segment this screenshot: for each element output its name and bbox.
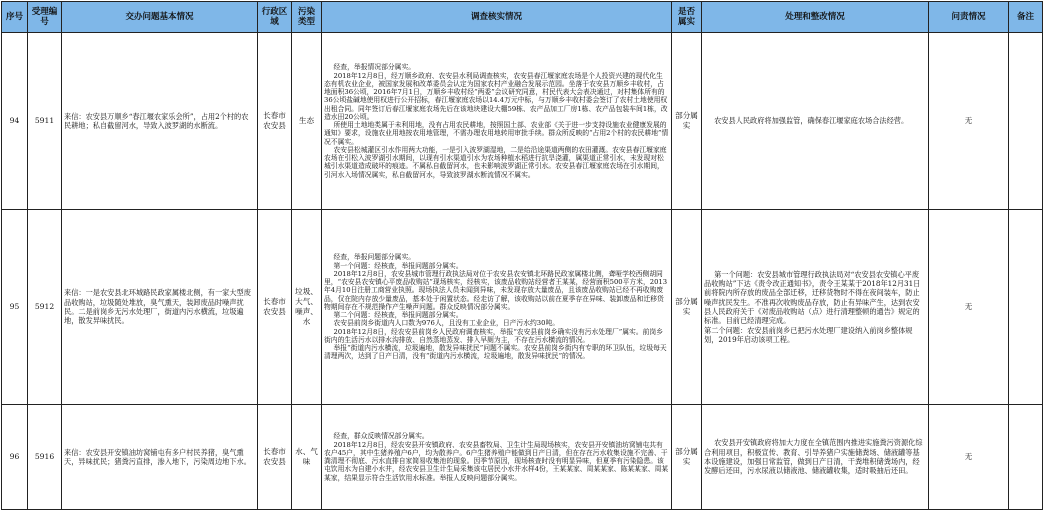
cell-batch: 5916 xyxy=(28,405,62,510)
header-verified: 是否属实 xyxy=(672,2,702,33)
table-row xyxy=(2,405,1043,510)
cell-accountability: 无 xyxy=(929,210,1009,405)
header-issue: 交办问题基本情况 xyxy=(62,2,258,33)
cell-region: 长春市农安县 xyxy=(258,210,292,405)
cell-accountability: 无 xyxy=(929,405,1009,510)
header-handling: 处理和整改情况 xyxy=(702,2,929,33)
handling-text: 农安县人民政府将加强监管，确保春江堰家庭农场合法经营。 xyxy=(714,116,909,126)
cell-accountability: 无 xyxy=(929,33,1009,210)
survey-paragraph: 第一个问题：经核查，举报问题部分属实。 xyxy=(333,261,463,270)
survey-paragraph: 所使用土地地类属于未利用地，没有占用农民耕地，按照国土部、农业部《关于进一步支持设施农业健康发展的通知》要求，设施农业用地按农用地管理，不需办理农用地转用审批手续。群众所反映的“占用2个村的农民耕地”情况不属实。 xyxy=(324,121,669,146)
cell-issue: 来信：农安县开安镇油坊窝铺屯有多户村民养猪，臭气熏天，异味扰民；猪粪污直排，渗入地下，污染周边地下水。 xyxy=(62,405,258,510)
survey-paragraph: 2018年12月8日，经农安县前岗乡人民政府调查核实，举报“农安县前岗乡确实没有污水处理厂”属实。前岗乡街内的生活污水以排水沟排放、自然蒸地蒸发、排入早厕为主，不存在污水横流的情况。 xyxy=(324,327,664,344)
cell-handling xyxy=(702,405,929,510)
survey-paragraph: 农安县松城灌区引水作用两大功能，一是引入波罗湖湿地，二是给沿途渠道两侧的农田灌溉。农安县春江堰家庭农场在引松入波罗湖引水期间，以现有引水渠道引水为农场种植水稻进行抗旱浇灌，属渠道正常引水，未发现对松城引水渠道造成破坏的痕迹。不属私自截留河水，也未影响波罗湖正常引水。农安县春江堰家庭农场在引水期间，引河水入场情况属实，私自截留河水，导致波罗湖水断流情况不属实。 xyxy=(324,145,667,179)
header-region: 行政区域 xyxy=(258,2,292,33)
survey-paragraph: 第二个问题：经核查，举报问题部分属实。 xyxy=(333,311,463,320)
cell-handling xyxy=(702,210,929,405)
cell-pollution: 水、气味 xyxy=(292,405,322,510)
cell-seq: 95 xyxy=(2,210,28,405)
cell-remarks xyxy=(1009,405,1043,510)
cell-issue: 来信：一是农安县北环城路民政家属楼北侧，有一家大型废品收购站，垃圾随处堆放，臭气熏天，装卸废品时噪声扰民。二是前岗乡无污水处理厂，街道内污水横流，垃圾遍地，散发异味扰民。 xyxy=(62,210,258,405)
survey-paragraph: 举报“街道内污水横流，垃圾遍地，散发异味扰民”问题不属实。农安县前岗乡街内有专职的环卫队伍，垃圾每天清理两次，达到了日产日清，没有“街道内污水横流，垃圾遍地，散发异味扰民”的情况。 xyxy=(324,344,667,361)
cell-region: 长春市农安县 xyxy=(258,33,292,210)
complaint-table xyxy=(1,1,1043,510)
survey-paragraph: 经查，举报问题部分属实。 xyxy=(333,253,416,262)
handling-text: 第一个问题：农安县城市管理行政执法局对“农安县农安镇心平废品收购站”下达《责令改正通知书》，责令王某某于2018年12月31日前将院内所存放的废品全部迁移，迁移货物时不得在夜间装车，防止噪声扰民发生。不准再次收购废品存放，防止有异味产生，达到农安县人民政府关于《对废品收购站（点）进行清理整顿的通告》规定的标准。目前已经清理完成。 第二个问题：农安县前岗乡已把污水处理厂建设纳入前岗乡整体规划，2019年启动该项工程。 xyxy=(704,269,921,344)
handling-text: 农安县开安镇政府将加大力度在全镇范围内推进实施粪污资源化综合利用项目，积极宣传、教育、引导养猪户实施储粪场、储液罐等基本设施建设，加强日常监管，做到日产日清，干粪堆积储粪场内，经发酵后还田，污水尿液以储液池、储液罐收集，适时吸抽后还田。 xyxy=(704,438,923,476)
header-row xyxy=(2,2,1043,33)
cell-verified: 部分属实 xyxy=(672,210,702,405)
cell-verified: 部分属实 xyxy=(672,33,702,210)
cell-verified: 部分属实 xyxy=(672,405,702,510)
survey-paragraph: 2018年12月8日，经农安县开安镇政府、农安县畜牧局、卫生计生局现场核实，农安县开安镇油坊窝铺屯共有农户45户，其中生猪养殖户6户，均为散养户。6户生猪养殖户能做到日产日清，但在存在污水收集设施不完善、干粪清理不彻底、污水直排自家简易收集池的现象。因季节原因，现场核查时没有明显异味，但夏季有污染隐患。该屯饮用水为自建小水井，经农安县卫生计生局采集该屯居民小水井水样4份，王某某家、周某某家、陈某某家、周某某家，结果显示符合生活饮用水标准。举报人反映问题部分属实。 xyxy=(324,440,669,482)
survey-paragraph: 经查，举报情况部分属实。 xyxy=(333,63,416,72)
header-survey: 调查核实情况 xyxy=(322,2,672,33)
survey-paragraph: 经查，群众反映情况部分属实。 xyxy=(333,432,429,441)
cell-seq: 96 xyxy=(2,405,28,510)
cell-survey xyxy=(322,210,672,405)
header-pollution: 污染类型 xyxy=(292,2,322,33)
header-seq: 序号 xyxy=(2,2,28,33)
survey-paragraph: 2018年12月8日，农安县城市管理行政执法局对位于农安县农安镇北环路民政家属楼北侧，聋哑学校西侧胡同里，“农安县农安镇心平废品收购站”现场核实，经核实，该废品收购站经营者王某某，经营面积500平方米，2013年4月10日注册工商营业执照。现场执法人员未闻到异味，未发现存放大量废品，且该废品收购站已经不再收购废品，仅在院内存放少量废品，基本处于闲置状态。经走访了解，该收购站以前在夏季存在异味、装卸废品和迁移货物期间存在不规范操作产生噪声问题。群众反映情况部分属实。 xyxy=(324,269,668,311)
cell-remarks xyxy=(1009,33,1043,210)
cell-issue: 来信：农安县万顺乡“春江堰农家乐会所”，占用2个村的农民耕地；私自截留河水，导致入波罗湖的水断流。 xyxy=(62,33,258,210)
cell-handling xyxy=(702,33,929,210)
header-accountability: 问责情况 xyxy=(929,2,1009,33)
table-row xyxy=(2,33,1043,210)
cell-remarks xyxy=(1009,210,1043,405)
cell-batch: 5911 xyxy=(28,33,62,210)
cell-batch: 5912 xyxy=(28,210,62,405)
cell-region: 长春市农安县 xyxy=(258,405,292,510)
survey-paragraph: 农安县前岗乡街道内人口数为976人，且没有工业企业，日产污水约30吨。 xyxy=(333,319,560,328)
cell-survey xyxy=(322,33,672,210)
table-row xyxy=(2,210,1043,405)
cell-pollution: 生态 xyxy=(292,33,322,210)
cell-seq: 94 xyxy=(2,33,28,210)
header-remarks: 备注 xyxy=(1009,2,1043,33)
cell-survey xyxy=(322,405,672,510)
header-batch: 受理编号 xyxy=(28,2,62,33)
cell-pollution: 垃圾、大气、噪声、水 xyxy=(292,210,322,405)
survey-paragraph: 2018年12月8日，经万顺乡政府、农安县水利局调查核实，农安县春江堰家庭农场是个人投资兴建的现代化生态有机农业企业，被国家发展和改革委员会认定为国家农村产业融合发展示范园。坐落于农安县万顺乡丰收村，占地面积36公顷，2016年7月1日，万顺乡丰收村经“两委”会议研究同意，村民代表大会表决通过，对村集体所有的36公顷盐碱地使用权进行公开招标，春江堰家庭农场以14.4万元中标，与万顺乡丰收村委会签订了农村土地使用权出租合同。同年签订后春江堰家庭农场先后在该地块建设大棚59栋、农产品加工厂房1栋、农产品包装车间1栋，改造水田20公顷。 xyxy=(324,71,668,121)
